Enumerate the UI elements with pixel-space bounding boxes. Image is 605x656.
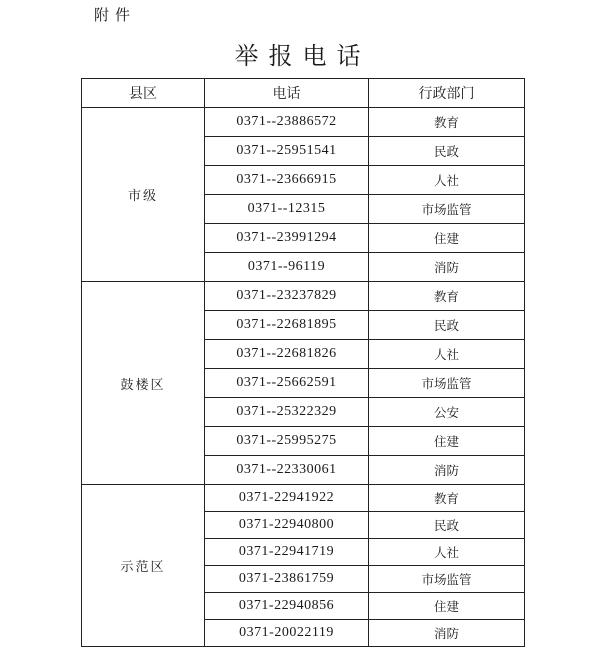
phone-cell: 0371-23861759 <box>205 566 369 593</box>
phone-cell: 0371--22681895 <box>205 311 369 340</box>
department-cell: 住建 <box>369 224 525 253</box>
department-cell: 市场监管 <box>369 566 525 593</box>
phone-cell: 0371-22940856 <box>205 593 369 620</box>
table-row <box>82 485 525 512</box>
department-cell: 教育 <box>369 108 525 137</box>
department-cell: 人社 <box>369 340 525 369</box>
county-group-shifan <box>82 485 525 647</box>
phone-cell: 0371--96119 <box>205 253 369 282</box>
department-cell: 民政 <box>369 311 525 340</box>
department-cell: 教育 <box>369 485 525 512</box>
department-cell: 民政 <box>369 137 525 166</box>
phone-cell: 0371--22681826 <box>205 340 369 369</box>
attachment-label: 附件 <box>94 6 137 24</box>
table-row <box>82 282 525 311</box>
header-department: 行政部门 <box>369 79 525 108</box>
phone-cell: 0371--23666915 <box>205 166 369 195</box>
hotline-table <box>81 78 525 647</box>
header-phone: 电话 <box>205 79 369 108</box>
phone-cell: 0371--12315 <box>205 195 369 224</box>
phone-cell: 0371--25662591 <box>205 369 369 398</box>
phone-cell: 0371-22941719 <box>205 539 369 566</box>
county-cell: 市级 <box>82 108 205 282</box>
department-cell: 消防 <box>369 620 525 647</box>
department-cell: 市场监管 <box>369 195 525 224</box>
phone-cell: 0371--25322329 <box>205 398 369 427</box>
table-row <box>82 108 525 137</box>
phone-cell: 0371--25995275 <box>205 427 369 456</box>
department-cell: 人社 <box>369 166 525 195</box>
county-group-city <box>82 108 525 282</box>
department-cell: 住建 <box>369 593 525 620</box>
county-cell: 示范区 <box>82 485 205 647</box>
header-county: 县区 <box>82 79 205 108</box>
phone-cell: 0371--23237829 <box>205 282 369 311</box>
department-cell: 市场监管 <box>369 369 525 398</box>
phone-cell: 0371-20022119 <box>205 620 369 647</box>
phone-cell: 0371-22941922 <box>205 485 369 512</box>
phone-cell: 0371-22940800 <box>205 512 369 539</box>
department-cell: 住建 <box>369 427 525 456</box>
department-cell: 消防 <box>369 253 525 282</box>
department-cell: 消防 <box>369 456 525 485</box>
phone-cell: 0371--25951541 <box>205 137 369 166</box>
phone-cell: 0371--23991294 <box>205 224 369 253</box>
department-cell: 民政 <box>369 512 525 539</box>
county-cell: 鼓楼区 <box>82 282 205 485</box>
department-cell: 公安 <box>369 398 525 427</box>
phone-cell: 0371--23886572 <box>205 108 369 137</box>
page-title: 举报电话 <box>234 42 371 70</box>
department-cell: 人社 <box>369 539 525 566</box>
phone-cell: 0371--22330061 <box>205 456 369 485</box>
table-header-row <box>82 79 525 108</box>
department-cell: 教育 <box>369 282 525 311</box>
county-group-gulou <box>82 282 525 485</box>
